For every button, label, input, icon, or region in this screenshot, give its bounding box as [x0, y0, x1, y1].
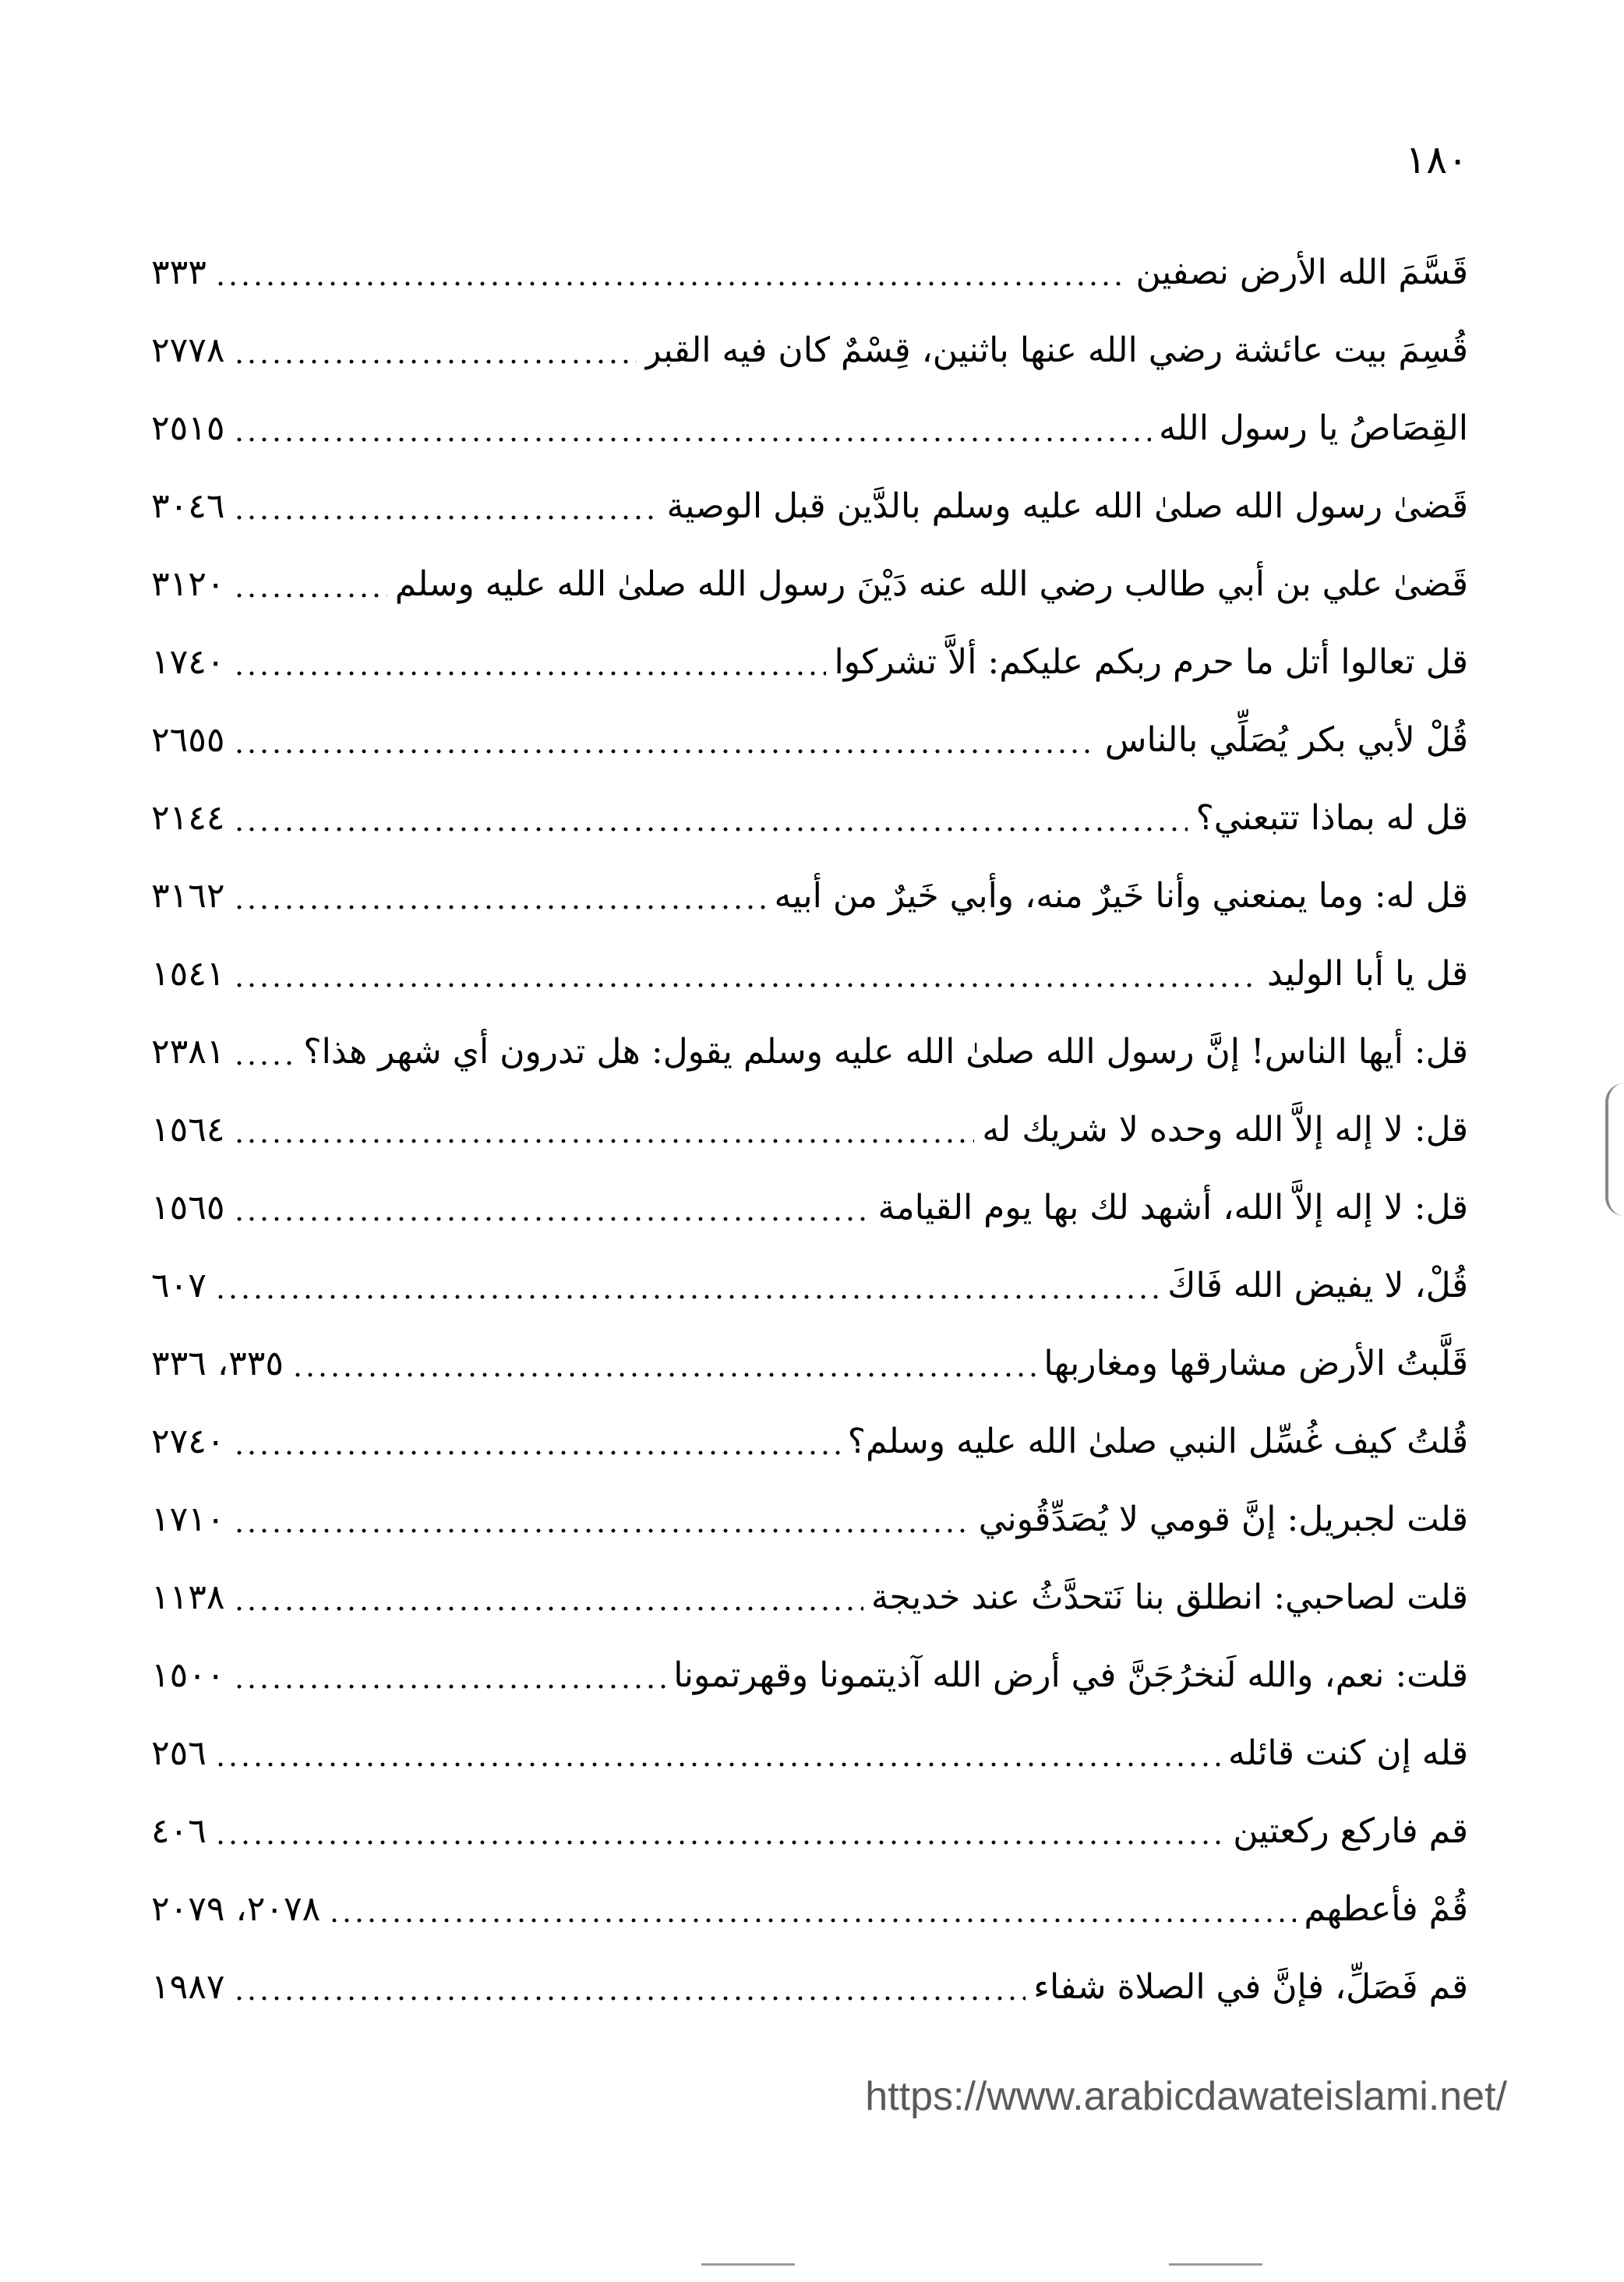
source-url-watermark: https://www.arabicdawateislami.net/ — [865, 2074, 1507, 2119]
page-edge-mark — [1605, 1083, 1624, 1216]
entry-text: قُلْ لأبي بكر يُصَلِّي بالناس — [1104, 720, 1468, 760]
index-entry — [151, 1870, 1468, 1948]
index-entry — [151, 857, 1468, 935]
entry-text: قلت: نعم، والله لَنخرُجَنَّ في أرض الله آذيتمونا وقهرتمونا — [673, 1655, 1468, 1695]
entry-reference-number: ٣٣٣ — [151, 253, 207, 292]
index-entry — [151, 1481, 1468, 1559]
entry-text: قل: لا إله إلاَّ الله وحده لا شريك له — [982, 1110, 1468, 1150]
index-entry — [151, 1091, 1468, 1169]
entry-text: قل: أيها الناس! إنَّ رسول الله صلىٰ الله عليه وسلم يقول: هل تدرون أي شهر هذا؟ — [303, 1032, 1468, 1072]
page-number: ١٨٠ — [1405, 137, 1468, 182]
entry-reference-number: ١١٣٨ — [151, 1577, 225, 1617]
dot-leader — [233, 670, 827, 676]
dot-leader — [233, 1683, 666, 1690]
entry-reference-number: ١٥٦٤ — [151, 1110, 225, 1150]
dot-leader — [291, 1372, 1036, 1378]
entry-text: قُسِمَ بيت عائشة رضي الله عنها باثنين، قِسْمٌ كان فيه القبر — [644, 330, 1468, 370]
entry-text: قَلَّبتُ الأرض مشارقها ومغاربها — [1043, 1344, 1468, 1383]
index-entry — [151, 468, 1468, 546]
dot-leader — [233, 514, 659, 521]
entry-text: قُلتُ كيف غُسِّل النبي صلىٰ الله عليه وسلم؟ — [847, 1422, 1468, 1461]
entry-text: قُمْ فأعطهم — [1304, 1889, 1468, 1929]
dot-leader — [233, 1216, 870, 1222]
entry-reference-number: ٣١٦٢ — [151, 876, 225, 916]
index-entry — [151, 1793, 1468, 1870]
entry-text: قَضىٰ رسول الله صلىٰ الله عليه وسلم بالدَّين قبل الوصية — [666, 486, 1468, 526]
entry-reference-number: ٣٣٥، ٣٣٦ — [151, 1344, 284, 1383]
index-entry — [151, 234, 1468, 312]
index-entry — [151, 935, 1468, 1013]
dot-leader — [214, 1294, 1160, 1300]
entry-text: قم فاركع ركعتين — [1233, 1811, 1468, 1851]
footer-rule-left — [701, 2263, 795, 2266]
dot-leader — [233, 1060, 296, 1066]
entry-text: قَضىٰ علي بن أبي طالب رضي الله عنه دَيْنَ رسول الله صلىٰ الله عليه وسلم — [394, 564, 1468, 604]
entry-reference-number: ١٥٤١ — [151, 954, 225, 994]
index-entry — [151, 1715, 1468, 1793]
entry-reference-number: ٣١٢٠ — [151, 564, 225, 604]
entry-text: قُلْ، لا يفيض الله فَاكَ — [1167, 1266, 1468, 1305]
dot-leader — [233, 748, 1097, 754]
entry-text: قم فَصَلِّ، فإنَّ في الصلاة شفاء — [1033, 1967, 1468, 2007]
entry-reference-number: ٢٠٧٨، ٢٠٧٩ — [151, 1889, 321, 1929]
entry-text: قَسَّمَ الله الأرض نصفين — [1135, 253, 1468, 292]
index-entry — [151, 1169, 1468, 1247]
entry-reference-number: ١٥٦٥ — [151, 1188, 225, 1228]
dot-leader — [233, 826, 1188, 832]
entry-text: قل يا أبا الوليد — [1267, 954, 1468, 994]
entry-reference-number: ٢٥١٥ — [151, 408, 225, 448]
entry-text: قل له: وما يمنعني وأنا خَيرٌ منه، وأبي خَيرٌ من أبيه — [774, 876, 1468, 916]
entry-reference-number: ٢٧٤٠ — [151, 1422, 225, 1461]
dot-leader — [328, 1917, 1296, 1923]
entry-reference-number: ١٧١٠ — [151, 1500, 225, 1539]
dot-leader — [233, 1450, 840, 1456]
entry-text: القِصَاصُ يا رسول الله — [1159, 408, 1468, 448]
dot-leader — [233, 359, 637, 365]
entry-reference-number: ٣٠٤٦ — [151, 486, 225, 526]
dot-leader — [233, 982, 1259, 988]
index-entry — [151, 1013, 1468, 1091]
entry-text: قل تعالوا أتل ما حرم ربكم عليكم: ألاَّ تشركوا — [834, 642, 1468, 682]
entry-text: قل: لا إله إلاَّ الله، أشهد لك بها يوم القيامة — [877, 1188, 1468, 1228]
entry-reference-number: ٢٣٨١ — [151, 1032, 225, 1072]
dot-leader — [233, 1606, 863, 1612]
entry-reference-number: ١٩٨٧ — [151, 1967, 225, 2007]
dot-leader — [233, 1995, 1026, 2001]
dot-leader — [214, 281, 1128, 287]
entry-reference-number: ١٧٤٠ — [151, 642, 225, 682]
dot-leader — [233, 1528, 971, 1534]
index-entry — [151, 546, 1468, 623]
entry-reference-number: ٤٠٦ — [151, 1811, 207, 1851]
entry-text: قلت لصاحبي: انطلق بنا نَتحدَّثُ عند خديجة — [870, 1577, 1468, 1617]
index-entry — [151, 390, 1468, 468]
index-entry — [151, 623, 1468, 701]
index-entry — [151, 1559, 1468, 1637]
footer-rule-right — [1169, 2263, 1262, 2266]
dot-leader — [233, 1138, 975, 1144]
dot-leader — [233, 904, 767, 910]
index-entry — [151, 1325, 1468, 1403]
entry-text: قل له بماذا تتبعني؟ — [1195, 798, 1468, 838]
entry-reference-number: ٦٠٧ — [151, 1266, 207, 1305]
dot-leader — [233, 592, 387, 599]
entry-reference-number: ٢٧٧٨ — [151, 330, 225, 370]
index-entry — [151, 701, 1468, 779]
entry-reference-number: ٢٥٦ — [151, 1733, 207, 1773]
index-entry — [151, 779, 1468, 857]
dot-leader — [214, 1761, 1220, 1768]
dot-leader — [233, 436, 1152, 443]
entry-reference-number: ٢١٤٤ — [151, 798, 225, 838]
entry-reference-number: ٢٦٥٥ — [151, 720, 225, 760]
index-entry — [151, 1948, 1468, 2026]
entry-text: قلت لجبريل: إنَّ قومي لا يُصَدِّقُوني — [978, 1500, 1468, 1539]
dot-leader — [214, 1839, 1225, 1846]
hadith-index-list — [151, 234, 1468, 2026]
entry-text: قله إن كنت قائله — [1228, 1733, 1468, 1773]
index-entry — [151, 1403, 1468, 1481]
entry-reference-number: ١٥٠٠ — [151, 1655, 225, 1695]
index-entry — [151, 1637, 1468, 1715]
index-entry — [151, 312, 1468, 390]
index-entry — [151, 1247, 1468, 1325]
